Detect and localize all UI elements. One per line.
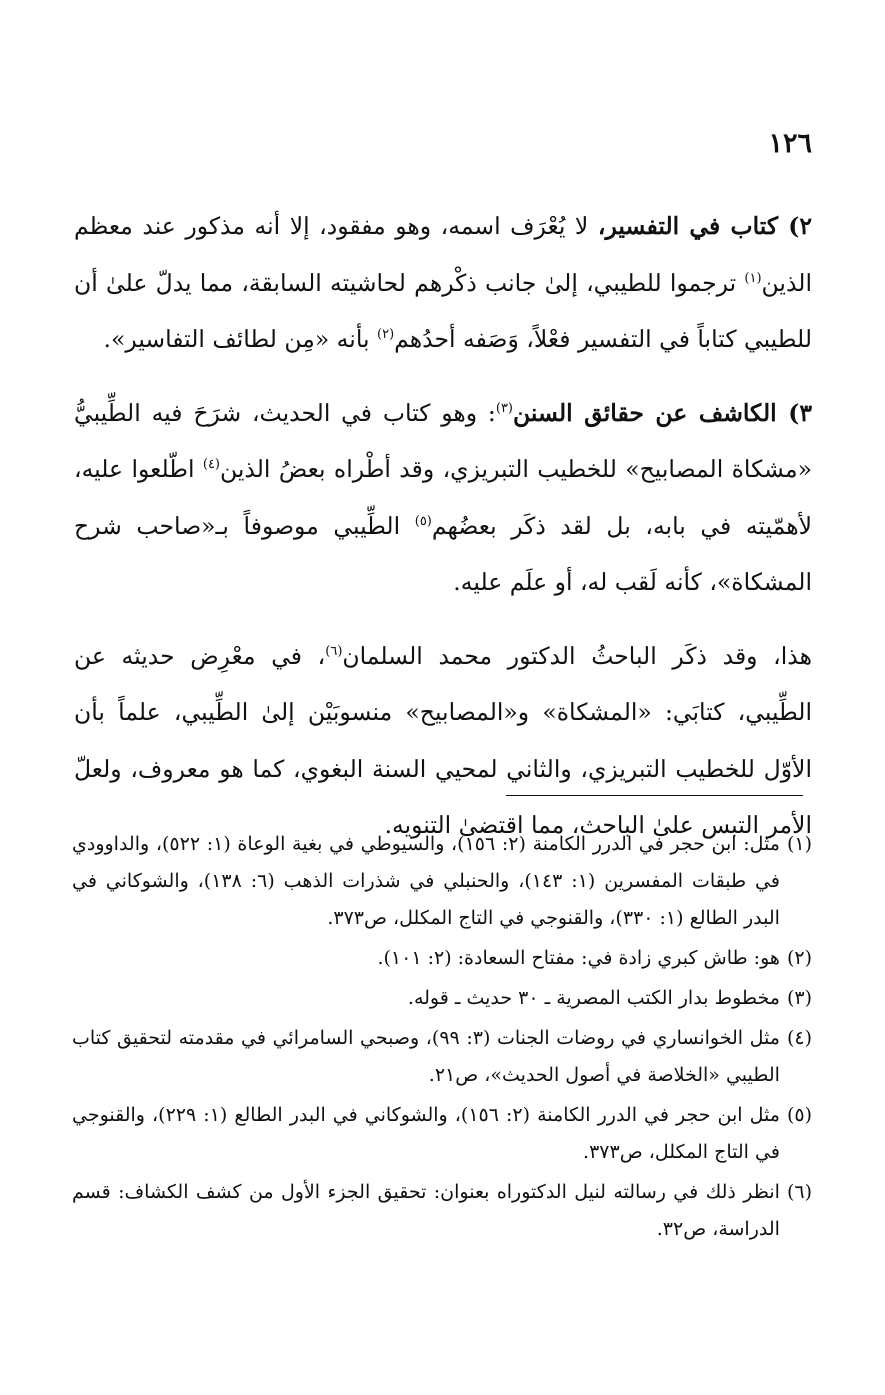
page-number: ١٢٦	[768, 128, 812, 159]
footnote-text: مثل ابن حجر في الدرر الكامنة (٢: ١٥٦)، والشوكاني في البدر الطالع (١: ٢٢٩)، والقنوجي في التاج المكلل، ص٣٧٣.	[72, 1104, 780, 1163]
footnotes	[72, 826, 812, 1251]
main-text	[74, 198, 812, 871]
paragraph-text: الطِّيبي موصوفاً بـ«صاحب شرح المشكاة»، كأنه لَقب له، أو علَم عليه.	[74, 511, 812, 596]
paragraph-text: لا يُعْرَف اسمه، وهو مفقود، إلا أنه مذكور عند معظم الذين	[74, 212, 812, 297]
footnote-number: (٥)	[786, 1104, 812, 1126]
footnote-text: انظر ذلك في رسالته لنيل الدكتوراه بعنوان: تحقيق الجزء الأول من كشف الكشاف: قسم الدراسة، ص٣٢.	[72, 1181, 780, 1240]
footnote-number: (٣)	[786, 987, 812, 1009]
footnote-number: (٢)	[786, 947, 812, 969]
paragraph-kashif	[74, 385, 812, 611]
footnote-ref[interactable]: (١)	[744, 270, 762, 286]
paragraph-text: بأنه «مِن لطائف التفاسير».	[103, 325, 377, 353]
footnote-ref[interactable]: (٤)	[202, 457, 220, 473]
footnote-4	[72, 1020, 812, 1094]
footnote-text: مخطوط بدار الكتب المصرية ـ ٣٠ حديث ـ قوله.	[407, 987, 780, 1009]
footnote-ref[interactable]: (٣)	[495, 400, 513, 416]
footnote-number: (١)	[786, 833, 812, 855]
footnote-5	[72, 1097, 812, 1171]
paragraph-heading: ٣) الكاشف عن حقائق السنن	[513, 398, 812, 427]
paragraph-note	[74, 628, 812, 854]
footnote-ref[interactable]: (٦)	[325, 643, 343, 659]
footnote-ref[interactable]: (٢)	[377, 327, 395, 343]
paragraph-text: ، في معْرِض حديثه عن الطِّيبي، كتابَي: «المشكاة» و«المصابيح» منسوبَيْن إلىٰ الطِّيبي، علماً بأن الأوّل للخطيب التبريزي، والثاني لمحيي السنة البغوي، كما هو معروف، ولعلّ الأمر التبس علىٰ الباحث، مما اقتضىٰ التنويه.	[74, 641, 812, 839]
paragraph-heading: ٢) كتاب في التفسير،	[597, 212, 812, 240]
footnote-6	[72, 1174, 812, 1248]
paragraph-text: : وهو كتاب في الحديث، شرَحَ فيه الطِّيبيُّ «مشكاة المصابيح» للخطيب التبريزي، وقد أطْراه بعضُ الذين	[74, 398, 812, 483]
footnote-1	[72, 826, 812, 937]
footnote-text: مثل الخوانساري في روضات الجنات (٣: ٩٩)، وصبحي السامرائي في مقدمته لتحقيق كتاب الطيبي «الخلاصة في أصول الحديث»، ص٢١.	[72, 1027, 780, 1086]
paragraph-text: ترجموا للطيبي، إلىٰ جانب ذكْرهم لحاشيته السابقة، مما يدلّ علىٰ أن للطيبي كتاباً في التفسير فعْلاً، وَصَفه أحدُهم	[74, 268, 812, 353]
paragraph-text: هذا، وقد ذكَر الباحثُ الدكتور محمد السلمان	[342, 641, 813, 670]
footnote-number: (٦)	[786, 1181, 812, 1203]
footnote-number: (٤)	[786, 1027, 812, 1049]
footnote-ref[interactable]: (٥)	[414, 513, 432, 529]
footnote-3	[72, 980, 812, 1017]
footnote-2	[72, 940, 812, 977]
footnote-divider	[506, 795, 803, 796]
paragraph-text: اطّلعوا عليه، لأهمّيته في بابه، بل لقد ذكَر بعضُهم	[74, 455, 812, 540]
footnote-text: هو: طاش كبري زادة في: مفتاح السعادة: (٢: ١٠١).	[377, 947, 780, 969]
paragraph-tafsir-book	[74, 198, 812, 368]
footnote-text: مثل: ابن حجر في الدرر الكامنة (٢: ١٥٦)، والسيوطي في بغية الوعاة (١: ٥٢٢)، والداوودي في طبقات المفسرين (١: ١٤٣)، والحنبلي في شذرات الذهب (٦: ١٣٨)، والشوكاني في البدر الطالع (١: ٣٣٠)، والقنوجي في التاج المكلل، ص٣٧٣.	[72, 833, 780, 929]
